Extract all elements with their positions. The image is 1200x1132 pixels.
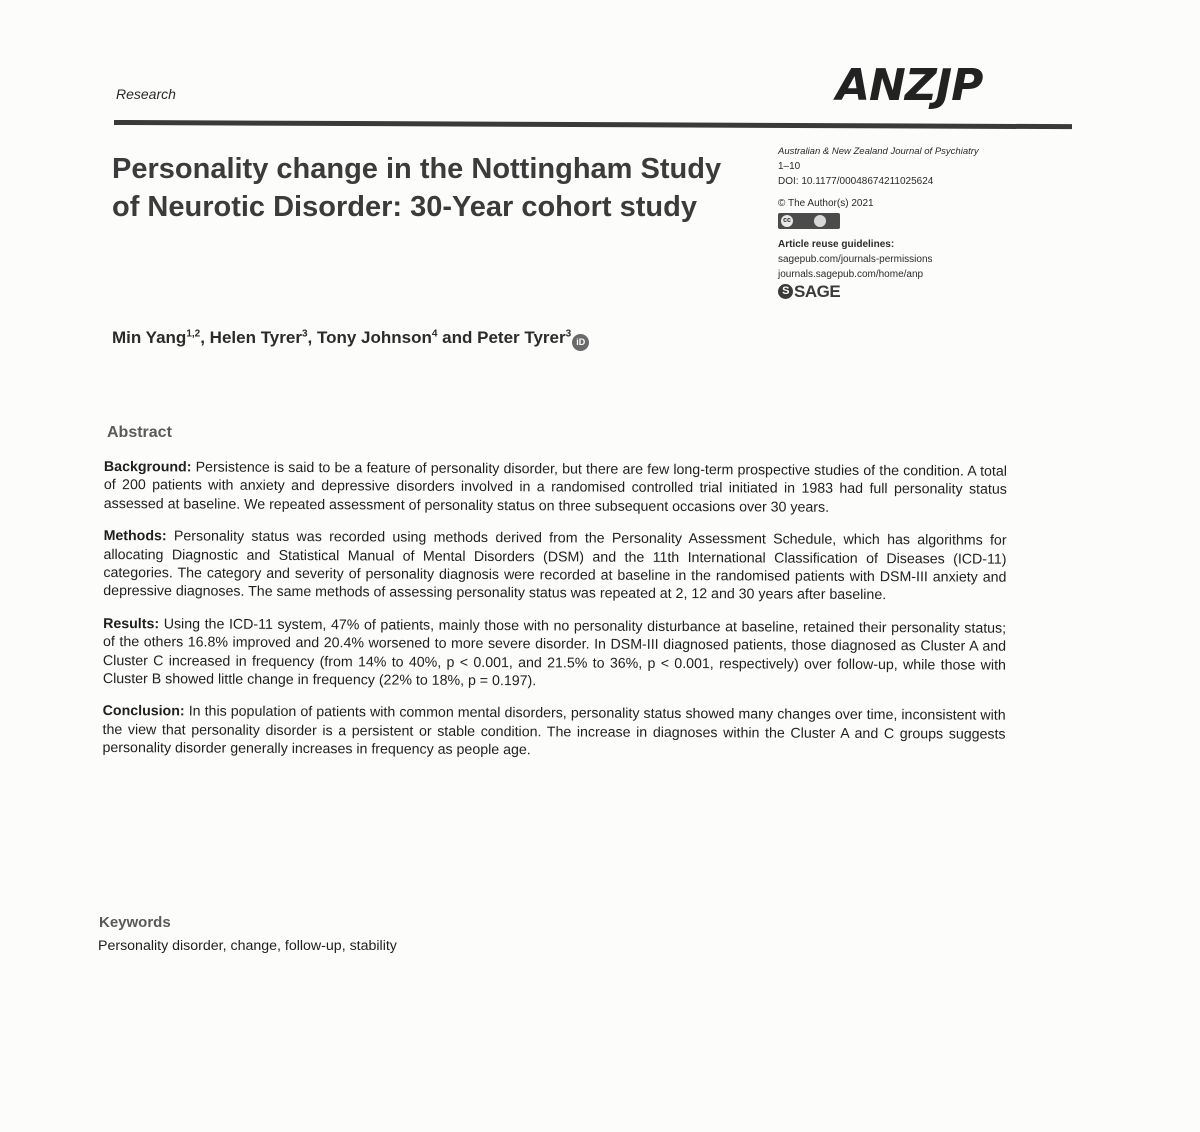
author-name: Peter Tyrer	[477, 328, 566, 347]
doi: DOI: 10.1177/00048674211025624	[778, 176, 934, 187]
publisher-name: SAGE	[794, 282, 841, 301]
journal-logo: ANZJP	[836, 60, 983, 111]
reuse-guidelines-title: Article reuse guidelines:	[778, 239, 895, 250]
abstract-methods	[103, 527, 1006, 605]
abstract-body	[102, 458, 1007, 776]
background-text: Persistence is said to be a feature of personality disorder, but there are few long-term prospective studies of the condition. A total of 200 patients with anxiety and depressive disorders involved in a randomised controlled trial initiated in 1983 had full personality status assessed at baseline. We repeated assessment of personality status on three subsequent occasions over 30 years.	[103, 459, 1007, 516]
reuse-link-permissions[interactable]: sagepub.com/journals-permissions	[778, 254, 933, 265]
orcid-icon[interactable]: iD	[572, 334, 589, 351]
methods-text: Personality status was recorded using methods derived from the Personality Assessment Schedule, which has algorithms for allocating Diagnostic and Statistical Manual of Mental Disorders (DSM) and the 11th International Classification of Diseases (ICD-11) categories. The category and severity of personality diagnosis were recorded at baseline in the randomised patients with DSM-III anxiety and depressive diagnoses. The same methods of assessing personality status was repeated at 2, 12 and 30 years after baseline.	[103, 528, 1007, 604]
results-text: Using the ICD-11 system, 47% of patients, mainly those with no personality disturbance at baseline, retained their personality status; of the others 16.8% improved and 20.4% worsened to more severe disorder. In DSM-III diagnosed patients, those diagnosed as Cluster A and Cluster C increased in frequency (from 14% to 40%, p < 0.001, and 21.5% to 36%, p < 0.001, respectively) over follow-up, while those with Cluster B showed little change in frequency (22% to 18%, p = 0.197).	[102, 616, 1007, 690]
author-affiliation: 4	[431, 328, 438, 340]
abstract-conclusion	[102, 702, 1005, 762]
abstract-heading: Abstract	[107, 424, 172, 441]
author-affiliation: 3	[565, 328, 572, 340]
conclusion-label: Conclusion:	[102, 703, 185, 720]
background-label: Background:	[103, 459, 192, 476]
article-metadata	[778, 144, 1068, 299]
header-divider	[114, 120, 1072, 129]
abstract-results	[103, 615, 1006, 693]
journal-name: Australian & New Zealand Journal of Psychiatry	[778, 146, 979, 157]
copyright: © The Author(s) 2021	[778, 198, 874, 209]
conclusion-text: In this population of patients with common mental disorders, personality status showed many changes over time, inconsistent with the view that personality disorder is a persistent or stable condition. The increase in diagnoses within the Cluster A and C groups suggests personality disorder generally increases in frequency as people age.	[102, 703, 1006, 759]
section-label: Research	[116, 86, 176, 102]
author-name: Helen Tyrer	[209, 328, 302, 347]
article-title: Personality change in the Nottingham Study of Neurotic Disorder: 30-Year cohort study	[112, 153, 722, 223]
creative-commons-license-icon: cc	[778, 213, 840, 229]
publisher-logo	[778, 284, 840, 299]
author-name: Min Yang	[112, 328, 187, 347]
results-label: Results:	[103, 615, 160, 633]
methods-label: Methods:	[103, 528, 167, 545]
author-affiliation: 1,2	[186, 328, 201, 340]
abstract-background	[104, 458, 1007, 518]
author-name: Tony Johnson	[316, 328, 432, 347]
keywords-heading: Keywords	[99, 914, 171, 931]
keywords-list: Personality disorder, change, follow-up, stability	[98, 938, 397, 954]
author-list: Min Yang$^{1,2}$, Helen Tyrer$^3$, Tony Johnson$^4$ and Peter Tyrer$^3$iD	[112, 328, 589, 351]
reuse-link-journal[interactable]: journals.sagepub.com/home/anp	[778, 269, 924, 280]
page-range: 1–10	[778, 161, 801, 172]
author-affiliation: 3	[301, 328, 308, 340]
sage-icon: S	[778, 284, 793, 299]
